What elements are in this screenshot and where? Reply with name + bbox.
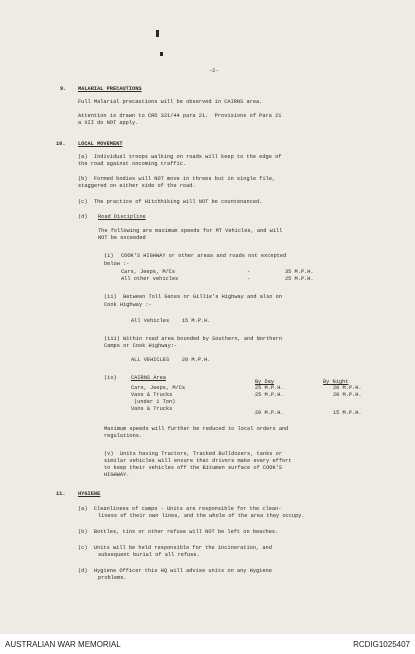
section-number: 10.	[56, 141, 66, 147]
paragraph-line: (iii) Within road area bounded by Southern, and Northern	[104, 336, 283, 342]
speed-dash: -	[247, 276, 251, 282]
paragraph-line: staggered on either side of the road.	[78, 183, 196, 189]
speed-item: Vans & Trucks	[131, 406, 173, 412]
paragraph-line: (a) Cleanliness of camps - Units are responsible for the clean-	[78, 506, 282, 512]
section-heading: LOCAL MOVEMENT	[78, 141, 123, 147]
record-id: RCDIG1025407	[353, 640, 410, 649]
binding-hole-mark	[160, 52, 163, 56]
speed-row: All Vehicles 15 M.P.H.	[131, 318, 211, 324]
speed-row: ALL VEHICLES 20 M.P.H.	[131, 357, 211, 363]
speed-dash: -	[247, 269, 251, 275]
paragraph-line: (v) Units having Tractors, Tracked Bulldozers, tanks or	[104, 451, 283, 457]
paragraph-line: NOT be exceeded	[98, 235, 146, 241]
column-header-day: By Day	[255, 379, 275, 385]
speed-item: Cars, Jeeps, M/Cs	[131, 385, 186, 391]
subsection-label: (d)	[78, 214, 88, 220]
speed-night: 15 M.P.H.	[333, 410, 362, 416]
paragraph-line: Full Malarial precautions will be observed in CAIRNS area.	[78, 99, 263, 105]
paragraph-line: a XII do NOT apply.	[78, 120, 139, 126]
paragraph-line: Cook Highway :-	[104, 302, 152, 308]
speed-item: (under 1 Ton)	[134, 399, 176, 405]
paragraph-line: The following are maximum speeds for MT Vehicles, and will	[98, 228, 283, 234]
speed-day: 25 M.P.H.	[255, 385, 284, 391]
section-number: 11.	[56, 491, 66, 497]
paragraph-line: the road against oncoming traffic.	[78, 161, 187, 167]
paragraph-line: below :-	[104, 261, 130, 267]
speed-night: 20 M.P.H.	[333, 385, 362, 391]
paragraph-line: (c) The practice of Hitchhiking will NOT be countenanced.	[78, 199, 263, 205]
speed-item: Vans & Trucks	[131, 392, 173, 398]
paragraph-line: liness of their own lines, and the whole of the area they occupy.	[98, 513, 305, 519]
paragraph-line: to keep their vehicles off the Bitumen surface of COOK'S	[104, 465, 283, 471]
paragraph-line: Maximum speeds will further be reduced to local orders and	[104, 426, 289, 432]
paragraph-line: similar vehicles will ensure that drivers make every effort	[104, 458, 292, 464]
page-number: -2-	[209, 68, 219, 74]
archive-name: AUSTRALIAN WAR MEMORIAL	[5, 640, 121, 649]
speed-day: 25 M.P.H.	[255, 392, 284, 398]
paragraph-line: Attention is drawn to CRO 321/44 para 21. Provisions of Para 21	[78, 113, 282, 119]
paragraph-line: subsequent burial of all refuse.	[98, 552, 200, 558]
paragraph-line: (d) Hygiene Officer this HQ will advise units on any Hygiene	[78, 568, 272, 574]
speed-item: Cars, Jeeps, M/Cs	[121, 269, 176, 275]
speed-day: 20 M.P.H.	[255, 410, 284, 416]
item-label: (i)	[104, 253, 114, 259]
section-heading: HYGIENE	[78, 491, 101, 497]
paragraph-line: (ii) Between Toll Gates or Gillie's Highway and also on	[104, 294, 283, 300]
paragraph-line: (b) Bottles, tins or other refuse will NOT be left on beaches.	[78, 529, 279, 535]
paragraph-line: (c) Units will be held responsible for the incineration, and	[78, 545, 272, 551]
section-number: 9.	[60, 86, 67, 92]
subsection-heading: Road Discipline	[98, 214, 146, 220]
item-label: (iv)	[104, 375, 117, 381]
paragraph-line: problems.	[98, 575, 127, 581]
section-heading: MALARIAL PRECAUTIONS	[78, 86, 142, 92]
binding-hole-mark	[156, 30, 159, 37]
paragraph-line: Camps or Cook Highway:-	[104, 343, 178, 349]
paragraph-line: COOK'S HIGHWAY or other areas and roads not excepted	[121, 253, 287, 259]
speed-value: 35 M.P.H.	[285, 269, 314, 275]
paragraph-line: (b) Formed bodies will NOT move in threes but in single file,	[78, 176, 276, 182]
subsection-heading: CAIRNS Area	[131, 375, 166, 381]
speed-item: All other vehicles	[121, 276, 179, 282]
column-header-night: By Night	[323, 379, 349, 385]
speed-value: 25 M.P.H.	[285, 276, 314, 282]
paragraph-line: (a) Individual troops walking on roads will keep to the edge of	[78, 154, 282, 160]
paragraph-line: HIGHWAY.	[104, 472, 130, 478]
paragraph-line: regulations.	[104, 433, 143, 439]
speed-night: 20 M.P.H.	[333, 392, 362, 398]
archive-footer	[0, 634, 415, 654]
